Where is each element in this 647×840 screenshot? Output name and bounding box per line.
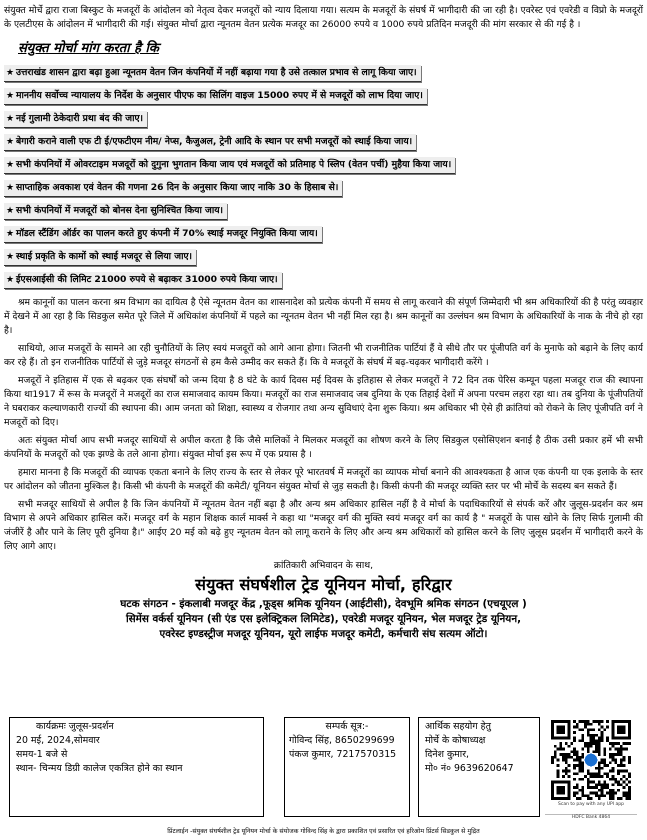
demand-item (4, 152, 643, 175)
star-icon: ★ (6, 68, 15, 78)
demand-item (4, 106, 643, 129)
body-paragraph: मजदूरों ने इतिहास में एक से बढ़कर एक संघर्षों को जन्म दिया है 8 घंटे के कार्य दिवस मई दिवस के इतिहास से लेकर मजदूरों ने 72 दिन तक पेरिस कम्यून पहला मजदूर राज की स्थापना किया था1917 में रूस के मजदूरों ने मजदूरों का राज समाजवाद कायम किया। मजदूरों का राज समाजवाद जब दुनिया के एक तिहाई देशों में अपना परचम लहरा रहा था। तब दुनिया के पूंजीपतियों ने घबराकर कल्याणकारी राज्यों की स्थापना की। आम जनता को शिक्षा, स्वास्थ्य व रोजगार तथा अन्य सुविधाएं देना शुरू किया। श्रम अधिकार भी ऐसे ही क्रांतियां को रोकने के लिए पूंजीपति वर्ग ने मजदूरों को दिए। (4, 375, 643, 428)
leaflet (4, 4, 643, 646)
demand-box (4, 203, 227, 220)
contact-title: सम्पर्क सूत्र:- (325, 721, 369, 732)
demand-item (4, 221, 643, 244)
demand-box (4, 226, 322, 243)
front-title: संयुक्त संघर्षशील ट्रेड यूनियन मोर्चा, हरिद्वार (195, 575, 452, 594)
body-paragraph: सभी मजदूर साथियों से अपील है कि जिन कंपनियों में न्यूनतम वेतन नहीं बढ़ा है और अन्य श्रम अधिकार हासिल नहीं है वे मोर्चा के पदाधिकारियों से संपर्क करें और जुलूस-प्रदर्शन कर श्रम विभाग से अपने अधिकार हासिल करें। मजदूर वर्ग के महान शिक्षक कार्ल मार्क्स ने कहा था "मजदूर वर्ग की मुक्ति स्वयं मजदूर वर्ग का कार्य है " मजदूरों के पास खोने के लिए सिर्फ गुलामी की जंजीरें है और पाने के लिए पूरी दुनिया है।" आईए 20 मई को बढ़े हुए न्यूनतम वेतन को लागू कराने के लिए और अन्य श्रम अधिकारों को हासिल करने के लिए जुलूस प्रदर्शन में भागीदारी करने के लिए आगे आए। (4, 499, 643, 552)
contact-line: गोविन्द सिंह, 8650299699 (289, 735, 395, 746)
qr-bank: HDFC Bank 4864 (545, 814, 637, 820)
demand-text: सभी कंपनियों में ओवरटाइम मजदूरों को दुगुना भुगतान किया जाय एवं मजदूरों को प्रतिमाह पे स्लिप (वेतन पर्ची) मुहैया किया जाय। (16, 159, 452, 170)
demand-item (4, 244, 643, 267)
demand-text: ईएसआईसी की लिमिट 21000 रुपये से बढ़ाकर 31000 रुपये किया जाए। (16, 274, 278, 285)
demand-item (4, 267, 643, 290)
star-icon: ★ (6, 275, 15, 285)
footer (0, 713, 639, 825)
unions-line: एवरेस्ट इण्डस्ट्रीज मजदूर यूनियन, यूरो लाईफ मजदूर कमेटी, कर्मचारी संघ सत्यम ऑटो। (159, 628, 488, 640)
demand-item (4, 83, 643, 106)
program-line: समय-1 बजे से (16, 749, 68, 760)
qr-caption: Scan to pay with any UPI app (558, 802, 624, 807)
finance-box (418, 717, 540, 817)
body-paragraph: अतः संयुक्त मोर्चा आप सभी मजदूर साथियों से अपील करता है कि जैसे मालिकों ने मिलकर मजदूरों का शोषण करने के लिए सिडकुल एसोसिएशन बनाई है ठीक उसी प्रकार हमें भी सभी कंपनियों के मजदूरों को एक झण्डे के तले आना होगा। संयुक्त मोर्चा इस रूप में एक प्रयास है । (4, 435, 643, 460)
demand-text: बेगारी कराने वाली एफ टी ई/एफटीएम नीम/ नेप्स, कैजुअल, ट्रेनी आदि के स्थान पर सभी मजदूरों को स्थाई किया जाय। (16, 136, 413, 147)
star-icon: ★ (6, 252, 15, 262)
body-paragraphs (4, 296, 643, 554)
body-paragraph: हमारा मानना है कि मजदूरों की व्यापक एकता बनाने के लिए राज्य के स्तर से लेकर पूरे भारतवर्ष में मजदूरों का व्यापक मोर्चा बनाने की आवश्यकता है आज एक कंपनी या एक इलाके के स्तर पर आंदोलन को जीतना मुश्किल है। किसी भी कंपनी के मजदूरों की कमेटी/ यूनियन संयुक्त मोर्चा से जुड़ सकती है। किसी कंपनी की मजदूर व्यक्ति स्तर पर भी मोर्चे के सदस्य बन सकते हैं। (4, 467, 643, 492)
demand-text: साप्ताहिक अवकाश एवं वेतन की गणना 26 दिन के अनुसार किया जाए नाकि 30 के हिसाब से। (16, 182, 339, 193)
star-icon: ★ (6, 91, 15, 101)
greeting: क्रांतिकारी अभिवादन के साथ, (273, 560, 374, 571)
demand-box (4, 157, 455, 174)
demand-item (4, 175, 643, 198)
program-line: स्थान- चिन्मय डिग्री कालेज एकत्रित होने का स्थान (16, 763, 183, 774)
contact-line: पंकज कुमार, 7217570315 (289, 749, 397, 760)
body-paragraph: श्रम कानूनों का पालन करना श्रम विभाग का दायित्व है ऐसे न्यूनतम वेतन का शासनादेश को प्रत्येक कंपनी में समय से लागू करवाने की संपूर्ण जिम्मेदारी भी श्रम अधिकारियों की है परंतु व्यवहार में देखने में आ रहा है कि सिडकुल समेत पूरे जिले में अधिकांश कंपनियों में पहले का न्यूनतम वेतन भी नहीं मिल रहा है। श्रम कानूनों का उल्लंघन श्रम विभाग के अधिकारियों के नाक के नीचे हो रहा है। (4, 297, 643, 336)
star-icon: ★ (6, 183, 15, 193)
member-unions (4, 597, 643, 642)
demand-text: उत्तराखंड शासन द्वारा बढ़ा हुआ न्यूनतम वेतन जिन कंपनियों में नहीं बढ़ाया गया है उसे तत्काल प्रभाव से लागू किया जाए। (16, 67, 417, 78)
demand-box (4, 65, 421, 82)
unions-line: घटक संगठन - इंकलाबी मजदूर केंद्र ,फूड्स श्रमिक यूनियन (आईटीसी), देवभूमि श्रमिक संगठन (एचयूएल ) (120, 598, 527, 610)
star-icon: ★ (6, 114, 15, 124)
contact-box (284, 717, 410, 817)
finance-line: मो० नं० 9639620647 (425, 763, 514, 774)
star-icon: ★ (6, 137, 15, 147)
demand-box (4, 272, 282, 289)
upi-qr[interactable] (545, 718, 637, 822)
program-title: कार्यक्रमः जुलूस-प्रदर्शन (36, 721, 114, 732)
qr-code-icon (551, 720, 631, 800)
demand-text: नई गुलामी ठेकेदारी प्रथा बंद की जाए। (16, 113, 144, 124)
demand-text: सभी कंपनियों में मजदूरों को बोनस देना सुनिश्चित किया जाय। (16, 205, 224, 216)
demand-box (4, 249, 196, 266)
body-paragraph: साथियो, आज मजदूरों के सामने आ रही चुनौतियों के लिए स्वयं मजदूरों को आगे आना होगा। जितनी भी राजनीतिक पार्टियां हैं वे सीधे तौर पर पूंजीपति वर्ग के मुनाफे को बढ़ाने के लिए कार्य कर रहे हैं। तो इन राजनीतिक पार्टियों से जुड़े मजदूर संगठनों से हम कैसे उम्मीद कर सकते हैं। कि वे मजदूरों के संघर्ष में बढ़-चढ़कर भागीदारी करेंगे । (4, 343, 643, 368)
star-icon: ★ (6, 229, 15, 239)
demand-text: मॉडल स्टैंडिंग ऑर्डर का पालन करते हुए कंपनी में 70% स्थाई मजदूर नियुक्ति किया जाय। (16, 228, 318, 239)
demand-box (4, 88, 427, 105)
finance-line: मोर्चे के कोषाध्यक्ष (425, 735, 486, 746)
finance-line: दिनेश कुमार, (425, 749, 470, 760)
star-icon: ★ (6, 206, 15, 216)
demand-box (4, 111, 147, 128)
demand-text: माननीय सर्वोच्च न्यायालय के निर्देश के अनुसार पीएफ का सिलिंग वाइज 15000 रुपए में से मजदूरों को लाभ दिया जाए। (16, 90, 423, 101)
demand-text: स्थाई प्रकृति के कामों को स्थाई मजदूर से लिया जाए। (16, 251, 193, 262)
demand-box (4, 180, 342, 197)
program-line: 20 मई, 2024,सोमवार (16, 735, 100, 746)
intro-paragraph: संयुक्त मोर्चे द्वारा राजा बिस्कुट के मजदूरों के आंदोलन को नेतृत्व देकर मजदूरों को न्याय दिलाया गया। सत्यम के मजदूरों के संघर्ष में भागीदारी की जा रही है। एवरेस्ट एवं एवरेडी व विप्रो के मजदूरों के एलटीएस के आंदोलन में भागीदारी की गई। संयुक्त मोर्चा द्वारा न्यूनतम वेतन प्रत्येक मजदूर का 26000 रुपये व 1000 रुपये प्रतिदिन मजदूरी की मांग सरकार से की गई है । (4, 5, 643, 30)
finance-line: आर्थिक सहयोग हेतु (425, 721, 491, 732)
demands-title: संयुक्त मोर्चा मांग करता है कि (18, 41, 159, 56)
star-icon: ★ (6, 160, 15, 170)
program-box (9, 717, 264, 817)
demand-item (4, 198, 643, 221)
unions-line: सिमेंस वर्कर्स यूनियन (सी एंड एस इलेक्ट्रिकल लिमिटेड), एवरेडी मजदूर यूनियन, भेल मजदूर ट्रेड यूनियन, (125, 613, 522, 625)
demands-list (4, 60, 643, 290)
demand-box (4, 134, 416, 151)
demand-item (4, 60, 643, 83)
print-line: प्रिंटलाईन -संयुक्त संघर्षशील ट्रेड यूनियन मोर्चा के संयोजक गोविन्द सिंह के द्वारा प्रकाशित एवं प्रसारित एवं हरिओम प्रिंटर्स सिडकुल से मुद्रित (167, 828, 480, 835)
demand-item (4, 129, 643, 152)
